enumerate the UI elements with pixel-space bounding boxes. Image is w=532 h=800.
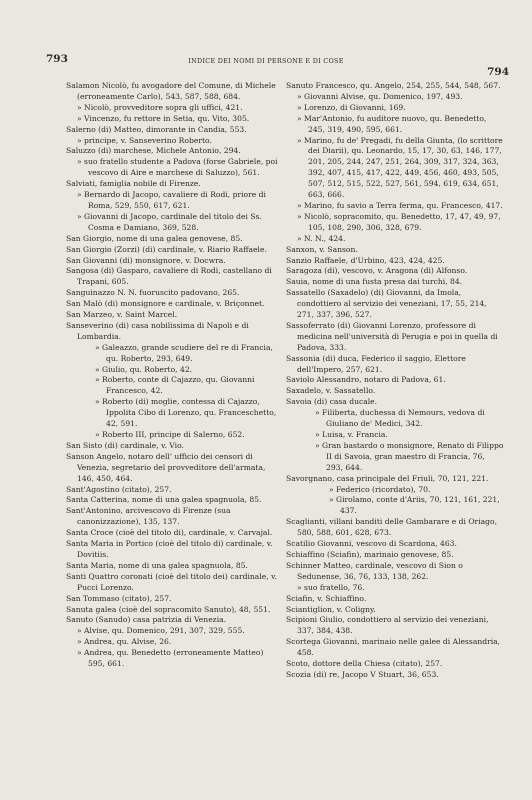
index-entry: » Roberto (di) moglie, contessa di Cajazzo, Ippolita Cibo di Lorenzo, qu. Franceschetto, 42, 591. xyxy=(95,397,277,429)
index-entry: » Marino, fu de' Pregadi, fu della Giunta, (lo scrittore dei Diarii), qu. Leonardo, 15, 17, 30, 63, 146, 177, 201, 205, 244, 247, 251, 264, 309, 317, 324, 363, 392, 407, 415, 417, 422, 449, 456, 460, 493, 505, 507, 512, 515, 522, 527, 561, 594, 619, 634, 651, 663, 666. xyxy=(297,135,503,200)
index-entry: Saviolo Alessandro, notaro di Padova, 61. xyxy=(286,375,446,385)
index-entry: Salamon Nicolò, fu avogadore del Comune, di Michele (erroneamente Carlo), 543, 587, 588, 684. xyxy=(66,81,276,101)
index-entry: Santa Catterina, nome di una galea spagnuola, 85. xyxy=(66,495,262,505)
index-entry: Saxadelo, v. Sassatello. xyxy=(286,386,376,396)
index-entry: » Filiberta, duchessa di Nemours, vedova di Giuliano de' Medici, 342. xyxy=(315,408,485,429)
index-entry: » principe, v. Sanseverino Roberto. xyxy=(77,135,212,145)
index-entry: Sciafin, v. Schiaffino. xyxy=(286,593,367,603)
index-entry: Salerno (di) Matteo, dimorante in Candia, 553. xyxy=(66,124,247,134)
index-entry: » Vincenzo, fu rettore in Setia, qu. Vito, 305. xyxy=(77,113,250,123)
index-entry: Sanzio Raffaele, d'Urbino, 423, 424, 425. xyxy=(286,255,445,265)
index-entry: San Giorgio, nome di una galea genovese, 85. xyxy=(66,233,243,243)
index-entry: » Mar'Antonio, fu auditore nuovo, qu. Benedetto, 245, 319, 490, 595, 661. xyxy=(297,113,487,134)
page-number-left: 793 xyxy=(46,53,68,65)
index-entry: » Alvise, qu. Domenico, 291, 307, 329, 555. xyxy=(77,626,245,636)
index-entry: San Malò (di) monsignore e cardinale, v. Briçonnet. xyxy=(66,299,265,309)
index-entry: Saluzzo (di) marchese, Michele Antonio, 294. xyxy=(66,146,241,156)
index-entry: San Sisto (di) cardinale, v. Vio. xyxy=(66,440,184,450)
index-entry: Santa Croce (cioè del titolo di), cardinale, v. Carvajal. xyxy=(66,528,273,538)
index-entry: Santi Quattro coronati (cioè del titolo dei) cardinale, v. Pucci Lorenzo. xyxy=(66,571,277,592)
index-entry: » Gran bastardo o monsignore, Renato di Filippo II di Savoia, gran maestro di Francia, 76, 293, 644. xyxy=(315,440,504,472)
index-entry: Sant'Antonino, arcivescovo di Firenze (sua canonizzazione), 135, 137. xyxy=(66,506,231,527)
index-entry: » Roberto, conte di Cajazzo, qu. Giovanni Francesco, 42. xyxy=(95,375,255,396)
index-entry: » Bernardo di Jacopo, cavaliere di Rodi, priore di Roma, 529, 550, 617, 621. xyxy=(77,190,266,210)
index-entry: San Marzeo, v. Saint Marcel. xyxy=(66,310,178,320)
index-entry: » Girolamo, conte d'Ariis, 70, 121, 161, 221, 437. xyxy=(329,495,500,516)
index-entry: Sant'Agostino (citato), 257. xyxy=(66,484,172,494)
index-entry: Sanxon, v. Sanson. xyxy=(286,244,358,254)
index-entry: » Giovanni di Jacopo, cardinale del titolo dei Ss. Cosma e Damiano, 369, 528. xyxy=(77,211,262,232)
index-entry: San Tommaso (citato), 257. xyxy=(66,593,172,603)
index-entry: Sauia, nome di una fusta presa dai turchi, 84. xyxy=(286,277,463,287)
index-entry: Scipioni Giulio, condottiero al servizio dei veneziani, 337, 384, 438. xyxy=(286,615,489,636)
index-entry: Sassonia (di) duca, Federico il saggio, Elettore dell'Impero, 257, 621. xyxy=(286,353,466,374)
index-entry: Schiaffino (Sciafin), marinaio genovese, 85. xyxy=(286,549,454,559)
index-entry: Sassatello (Saxadelo) (di) Giovanni, da Imola, condottiero al servizio dei veneziani, 17, 55, 214, 271, 337, 396, 527. xyxy=(286,288,487,320)
index-entry: Scozia (di) re, Jacopo V Stuart, 36, 653. xyxy=(286,669,439,679)
index-entry: Scaglianti, villani banditi delle Gambarare e di Oriago, 580, 588, 601, 628, 673. xyxy=(286,517,497,538)
index-entry: Sanuta galea (cioè del sopracomito Sanuto), 48, 551. xyxy=(66,604,271,614)
index-entry: Sassoferrato (di) Giovanni Lorenzo, professore di medicina nell'università di Perugia e poi in quella di Padova, 333. xyxy=(286,320,498,352)
index-entry: Santa Maria in Portico (cioè del titolo di) cardinale, v. Dovitiis. xyxy=(66,539,273,559)
index-entry: » Roberto III, principe di Salerno, 652. xyxy=(95,430,245,439)
index-entry: Sanseverino (di) casa nobilissima di Napoli e di Lombardia. xyxy=(66,320,249,341)
index-entry: » Luisa, v. Francia. xyxy=(315,430,388,439)
index-entry: Santa Maria, nome di una galea spagnuola, 85. xyxy=(66,560,248,570)
index-entry: » Marino, fu savio a Terra ferma, qu. Francesco, 417. xyxy=(297,200,503,210)
index-entry: Saragoza (di), vescovo, v. Aragona (di) Alfonso. xyxy=(286,266,468,276)
left-column xyxy=(66,81,280,670)
index-entry: » Federico (ricordato), 70. xyxy=(329,484,431,494)
index-entry: » Galeazzo, grande scudiere del re di Francia, qu. Roberto, 293, 649. xyxy=(95,342,273,363)
index-entry: » Andrea, qu. Alvise, 26. xyxy=(77,637,172,647)
index-entry: Sanuto (Sanudo) casa patrizia di Venezia. xyxy=(66,615,227,625)
index-entry: San Giovanni (di) monsignore, v. Docwra. xyxy=(66,255,226,265)
index-entry: Savoia (di) casa ducale. xyxy=(286,397,378,407)
index-entry: » Andrea, qu. Benedetto (erroneamente Matteo) 595, 661. xyxy=(77,648,264,669)
index-entry: » Giulio, qu. Roberto, 42. xyxy=(95,364,193,374)
index-entry: » Giovanni Alvise, qu. Domenico, 197, 493. xyxy=(297,91,463,101)
running-title: INDICE DEI NOMI DI PERSONE E DI COSE xyxy=(188,57,344,65)
index-entry: » suo fratello, 76. xyxy=(297,582,365,592)
index-entry: » Nicolò, provveditore sopra gli uffici, 421. xyxy=(77,102,243,112)
page-number-right: 794 xyxy=(487,66,509,78)
index-entry: » suo fratello studente a Padova (forse Gabriele, poi vescovo di Aire e marchese di Saluzzo), 561. xyxy=(77,157,278,178)
index-entry: » Lorenzo, di Giovanni, 169. xyxy=(297,102,406,112)
index-entry: » Nicolò, sopracomito, qu. Benedetto, 17, 47, 49, 97, 105, 108, 290, 306, 328, 679. xyxy=(297,211,501,232)
index-entry: Sanguinazzo N. N. fuoruscito padovano, 265. xyxy=(66,288,240,298)
right-column xyxy=(286,81,504,681)
index-entry: San Giorgio (Zorzi) (di) cardinale, v. Riario Raffaele. xyxy=(66,244,267,254)
index-entry: Sanson Angelo, notaro dell' ufficio dei censori di Venezia, segretario del provveditore dell'armata, 146, 450, 464. xyxy=(66,451,266,483)
index-entry: Schinner Matteo, cardinale, vescovo di Sion o Sedunense, 36, 76, 133, 138, 262. xyxy=(286,560,463,581)
index-entry: » N. N., 424. xyxy=(297,233,346,243)
index-entry: Scoto, dottore della Chiesa (citato), 257. xyxy=(286,659,443,669)
index-entry: Sangosa (di) Gasparo, cavaliere di Rodi, castellano di Trapani, 605. xyxy=(66,266,272,287)
index-entry: Sciantiglion, v. Coligny. xyxy=(286,604,376,614)
index-entry: Scortega Giovanni, marinaio nelle galee di Alessandria, 458. xyxy=(286,637,501,658)
index-entry: Salviati, famiglia nobile di Firenze. xyxy=(66,179,201,189)
index-entry: Savorgnano, casa principale del Friuli, 70, 121, 221. xyxy=(286,473,489,483)
index-entry: Sanuto Francesco, qu. Angelo, 254, 255, 544, 548, 567. xyxy=(286,81,501,90)
index-entry: Scatilio Giovanni, vescovo di Scardona, 463. xyxy=(286,539,457,549)
